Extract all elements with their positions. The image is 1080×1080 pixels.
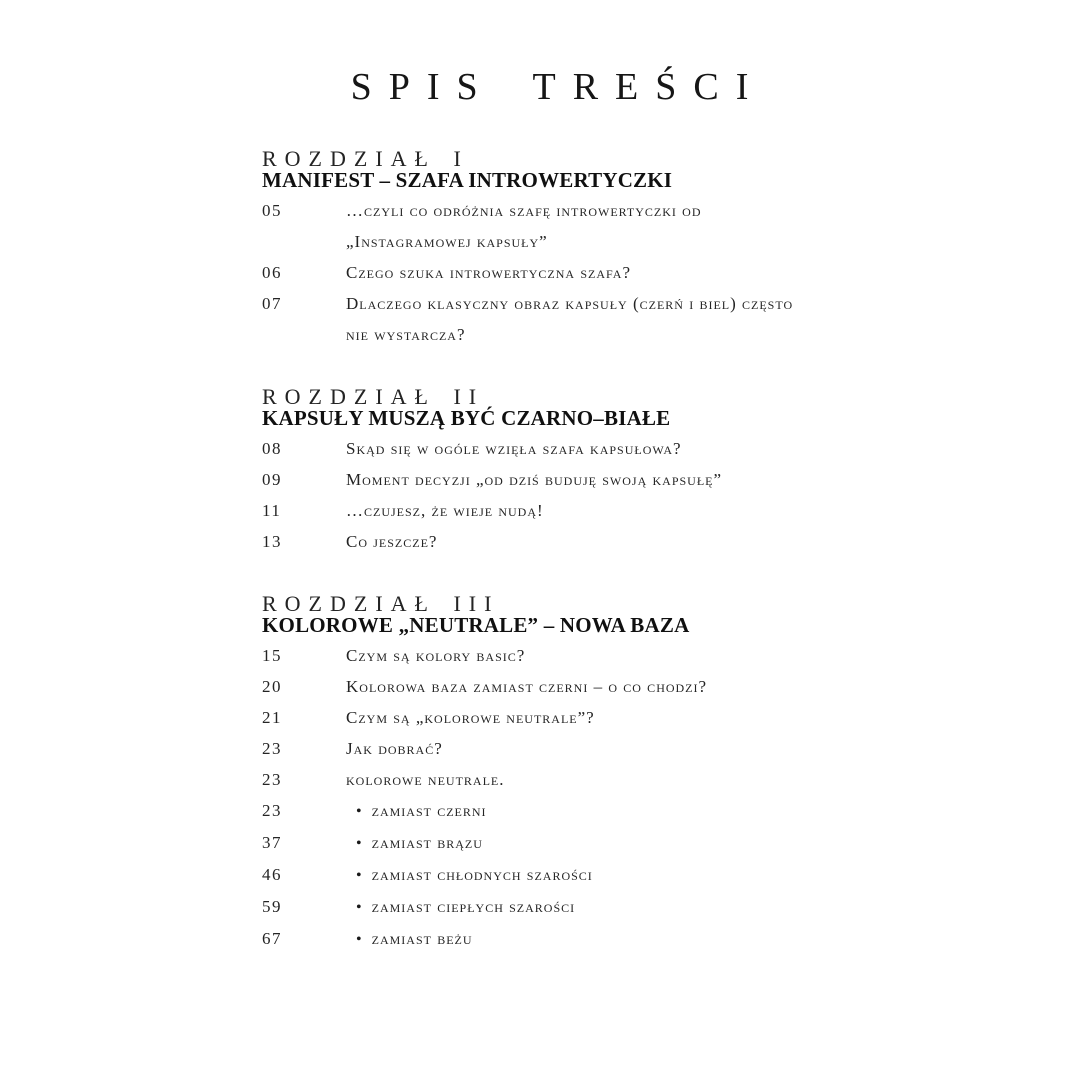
toc-entry xyxy=(262,764,882,795)
chapters xyxy=(262,146,882,955)
toc-entry xyxy=(262,257,882,288)
entry-title-text: zamiast chłodnych szarości xyxy=(371,865,593,884)
entry-title: …czyli co odróżnia szafę introwertyczki od xyxy=(346,201,702,220)
entry-page-number: 23 xyxy=(262,739,282,758)
toc-entry xyxy=(262,733,882,764)
entry-page-number: 08 xyxy=(262,439,282,458)
entry-title: Czym są „kolorowe neutrale”? xyxy=(346,708,595,727)
chapter-2-entries xyxy=(262,433,882,557)
entry-title: …czujesz, że wieje nudą! xyxy=(346,501,544,520)
entry-title: Moment decyzji „od dziś buduję swoją kapsułę” xyxy=(346,470,723,489)
entry-page-number: 46 xyxy=(262,865,282,884)
bullet-icon: • xyxy=(356,867,363,884)
toc-entry xyxy=(262,288,882,319)
entry-title-text: zamiast czerni xyxy=(371,801,487,820)
chapter-1-entries xyxy=(262,195,882,350)
chapter-1-title: MANIFEST – SZAFA INTROWERTYCZKI xyxy=(262,168,673,192)
entry-title-text: zamiast ciepłych szarości xyxy=(371,897,576,916)
entry-title xyxy=(346,891,575,923)
entry-title: Czego szuka introwertyczna szafa? xyxy=(346,263,632,282)
page-title: SPIS TREŚCI xyxy=(350,66,766,108)
toc-entry xyxy=(262,671,882,702)
entry-page-number: 23 xyxy=(262,801,282,820)
chapter-2 xyxy=(262,384,882,557)
entry-page-number: 13 xyxy=(262,532,282,551)
chapter-3 xyxy=(262,591,882,955)
bullet-icon: • xyxy=(356,803,363,820)
bullet-icon: • xyxy=(356,899,363,916)
chapter-3-title: KOLOROWE „NEUTRALE” – NOWA BAZA xyxy=(262,613,690,637)
entry-page-number: 09 xyxy=(262,470,282,489)
entry-page-number: 07 xyxy=(262,294,282,313)
toc-entry xyxy=(262,433,882,464)
entry-page-number: 21 xyxy=(262,708,282,727)
chapter-2-label: ROZDZIAŁ II xyxy=(262,384,485,409)
toc-entry xyxy=(262,640,882,671)
entry-title: Co jeszcze? xyxy=(346,532,438,551)
toc-entry-bulleted xyxy=(262,795,882,827)
entry-page-number: 59 xyxy=(262,897,282,916)
entry-page-number: 37 xyxy=(262,833,282,852)
entry-title-line-2: „Instagramowej kapsuły” xyxy=(346,232,548,251)
entry-page-number: 11 xyxy=(262,501,282,520)
entry-title: Czym są kolory basic? xyxy=(346,646,526,665)
entry-title xyxy=(346,827,483,859)
entry-title-line-2: nie wystarcza? xyxy=(346,325,466,344)
toc-entry xyxy=(262,526,882,557)
entry-title: Kolorowa baza zamiast czerni – o co chodzi? xyxy=(346,677,708,696)
toc-entry-bulleted xyxy=(262,827,882,859)
entry-title: Skąd się w ogóle wzięła szafa kapsułowa? xyxy=(346,439,682,458)
toc-entry xyxy=(262,464,882,495)
chapter-3-label: ROZDZIAŁ III xyxy=(262,591,500,616)
entry-title-text: zamiast brązu xyxy=(371,833,483,852)
bullet-icon: • xyxy=(356,835,363,852)
entry-title: kolorowe neutrale. xyxy=(346,770,505,789)
entry-page-number: 20 xyxy=(262,677,282,696)
chapter-2-title: KAPSUŁY MUSZĄ BYĆ CZARNO–BIAŁE xyxy=(262,406,671,430)
entry-title xyxy=(346,859,593,891)
entry-title-text: zamiast beżu xyxy=(371,929,473,948)
entry-title: Jak dobrać? xyxy=(346,739,443,758)
toc-entry xyxy=(262,702,882,733)
toc-entry-continuation xyxy=(262,319,882,350)
chapter-1 xyxy=(262,146,882,350)
entry-title xyxy=(346,923,473,955)
entry-page-number: 06 xyxy=(262,263,282,282)
toc-entry xyxy=(262,195,882,226)
toc-entry-bulleted xyxy=(262,891,882,923)
chapter-1-label: ROZDZIAŁ I xyxy=(262,146,469,171)
bullet-icon: • xyxy=(356,931,363,948)
entry-page-number: 67 xyxy=(262,929,282,948)
toc-entry-continuation xyxy=(262,226,882,257)
chapter-3-entries xyxy=(262,640,882,955)
entry-page-number: 05 xyxy=(262,201,282,220)
toc-entry xyxy=(262,495,882,526)
entry-page-number: 23 xyxy=(262,770,282,789)
toc-entry-bulleted xyxy=(262,923,882,955)
toc-entry-bulleted xyxy=(262,859,882,891)
entry-title: Dlaczego klasyczny obraz kapsuły (czerń i biel) często xyxy=(346,294,794,313)
entry-title xyxy=(346,795,487,827)
entry-page-number: 15 xyxy=(262,646,282,665)
